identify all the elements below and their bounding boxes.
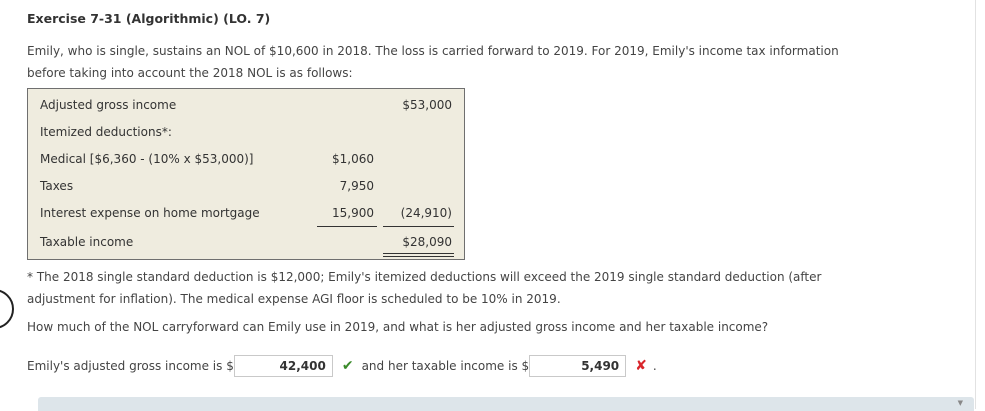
problem-intro <box>27 41 927 84</box>
total-double-underline <box>383 253 454 254</box>
check-icon: ✔ <box>341 358 354 374</box>
scroll-down-arrow-icon[interactable]: ▼ <box>957 399 963 407</box>
intro-line-1: Emily, who is single, sustains an NOL of $10,600 in 2018. The loss is carried forward to 2019. For 2019, Emily's income tax information <box>27 44 839 58</box>
row-label: Medical [$6,360 - (10% x $53,000)] <box>40 152 254 166</box>
footnote <box>27 267 927 310</box>
row-label: Taxes <box>40 179 74 193</box>
question-text: How much of the NOL carryforward can Emily use in 2019, and what is her adjusted gross income and her taxable income? <box>27 320 769 334</box>
row-label: Adjusted gross income <box>40 98 177 112</box>
row-label: Itemized deductions*: <box>40 125 172 139</box>
intro-line-2: before taking into account the 2018 NOL is as follows: <box>27 65 353 80</box>
exercise-title: Exercise 7-31 (Algorithmic) (LO. 7) <box>27 11 271 26</box>
agi-input[interactable]: 42,400 <box>234 355 333 377</box>
subtotal-underline <box>317 226 377 227</box>
row-label: Interest expense on home mortgage <box>40 206 260 220</box>
subtotal-underline <box>383 226 454 227</box>
row-subamount: 7,950 <box>339 179 374 193</box>
row-label: Taxable income <box>40 235 134 249</box>
row-amount: $28,090 <box>402 235 452 249</box>
footnote-line-2: adjustment for inflation). The medical expense AGI floor is scheduled to be 10% in 2019. <box>27 291 561 306</box>
agi-label: Emily's adjusted gross income is $ <box>27 359 234 373</box>
row-subamount: 15,900 <box>332 206 374 220</box>
taxable-income-label: and her taxable income is $ <box>361 359 530 373</box>
tax-info-table <box>27 88 465 260</box>
cross-icon: ✘ <box>635 358 647 374</box>
row-amount: $53,000 <box>402 98 452 112</box>
total-double-underline <box>383 256 454 257</box>
answer-row <box>27 354 657 378</box>
row-amount: (24,910) <box>400 206 452 220</box>
row-subamount: $1,060 <box>332 152 374 166</box>
footnote-line-1: * The 2018 single standard deduction is $12,000; Emily's itemized deductions will exceed the 2019 single standard deduction (after <box>27 270 822 284</box>
taxable-income-input[interactable]: 5,490 <box>529 355 626 377</box>
end-punctuation: . <box>652 359 657 373</box>
